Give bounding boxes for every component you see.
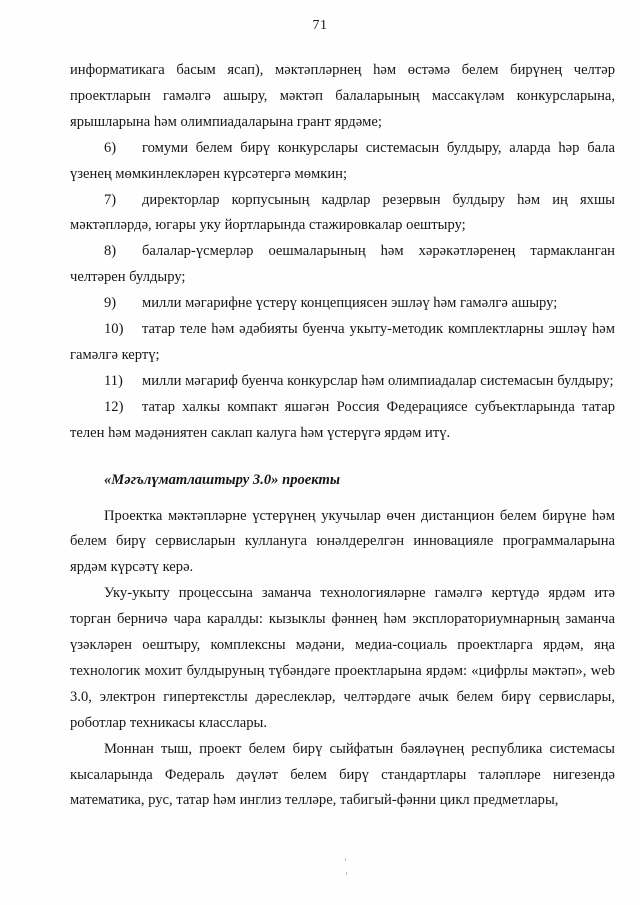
document-body bbox=[70, 58, 615, 814]
list-item bbox=[70, 317, 615, 369]
list-item-number: 12) bbox=[104, 398, 124, 415]
body-paragraph: Моннан тыш, проект белем бирү сыйфатын бәяләүнең республика системасы кысаларында Федераль дәүләт белем бирү стандартлары таләпләре нигезендә математика, рус, татар һәм инглиз телләре, табигый-фәнни цикл предметлары, bbox=[70, 740, 615, 809]
list-item bbox=[70, 395, 615, 447]
list-item-text: балалар-үсмерләр оешмаларының һәм хәрәкәтләренең тармакланган челтәрен булдыру; bbox=[70, 243, 615, 286]
numbered-list bbox=[70, 136, 615, 447]
list-item-text: татар теле һәм әдәбияты буенча укыту-методик комплектларны эшләү һәм гамәлгә кертү; bbox=[70, 321, 615, 363]
section-heading: «Мәгълүматлаштыру 3.0» проекты bbox=[104, 471, 340, 488]
list-item-text: гомуми белем бирү конкурслары системасын булдыру, аларда һәр бала үзенең мөмкинлекләрен күрсәтергә мөмкин; bbox=[70, 139, 615, 182]
list-item bbox=[70, 291, 615, 317]
list-item-text: милли мәгариф буенча конкурслар һәм олимпиадалар системасын булдыру; bbox=[142, 372, 614, 389]
scan-artifact bbox=[345, 858, 346, 861]
body-paragraph: Уку-укыту процессына заманча технологияләрне гамәлгә кертүдә ярдәм итә торган берничә чара каралды: кызыклы фәннең һәм эксплораториумнарның заманча үзәкләрен оештыру, комплексны мәдәни, медиа-социаль проектларга ярдәм, яңа технологик мохит булдыруның түбәндәге проектларына ярдәм: «цифрлы мәктәп», web 3.0, электрон гипертекстлы дәреслекләр, челтәрдәге ачык белем бирү сервислары, роботлар техникасы класслары. bbox=[70, 585, 615, 731]
list-item-text: милли мәгарифне үстерү концепциясен эшләү һәм гамәлгә ашыру; bbox=[142, 295, 558, 312]
list-item bbox=[70, 239, 615, 291]
list-item-number: 8) bbox=[104, 243, 117, 260]
list-item bbox=[70, 369, 615, 395]
list-item bbox=[70, 188, 615, 240]
intro-paragraph: информатикага басым ясап), мәктәпләрнең һәм өстәмә белем бирүнең челтәр проектларын гамәлгә ашыру, мәктәп балаларының массакүләм конкурсларына, ярышларына һәм олимпиадаларына грант ярдәме; bbox=[70, 62, 615, 130]
list-item-text: директорлар корпусының кадрлар резервын булдыру һәм иң яхшы мәктәпләрдә, югары уку йортларында стажировкалар оештыру; bbox=[70, 191, 615, 234]
list-item-number: 9) bbox=[104, 295, 117, 312]
list-item-number: 11) bbox=[104, 372, 123, 389]
list-item-number: 6) bbox=[104, 139, 117, 156]
list-item bbox=[70, 136, 615, 188]
scan-artifact bbox=[346, 872, 347, 875]
list-item-number: 10) bbox=[104, 321, 124, 338]
body-paragraph: Проектка мәктәпләрне үстерүнең укучылар өчен дистанцион белем бирүне һәм белем бирү сервисларын куллануга юнәлдерелгән инновацияле программаларына ярдәм күрсәтү керә. bbox=[70, 507, 615, 576]
list-item-number: 7) bbox=[104, 191, 117, 208]
page-number: 71 bbox=[312, 18, 328, 33]
list-item-text: татар халкы компакт яшәгән Россия Федерациясе субъектларында татар телен һәм мәдәниятен саклап калуга һәм үстерүгә ярдәм итү. bbox=[70, 398, 615, 441]
